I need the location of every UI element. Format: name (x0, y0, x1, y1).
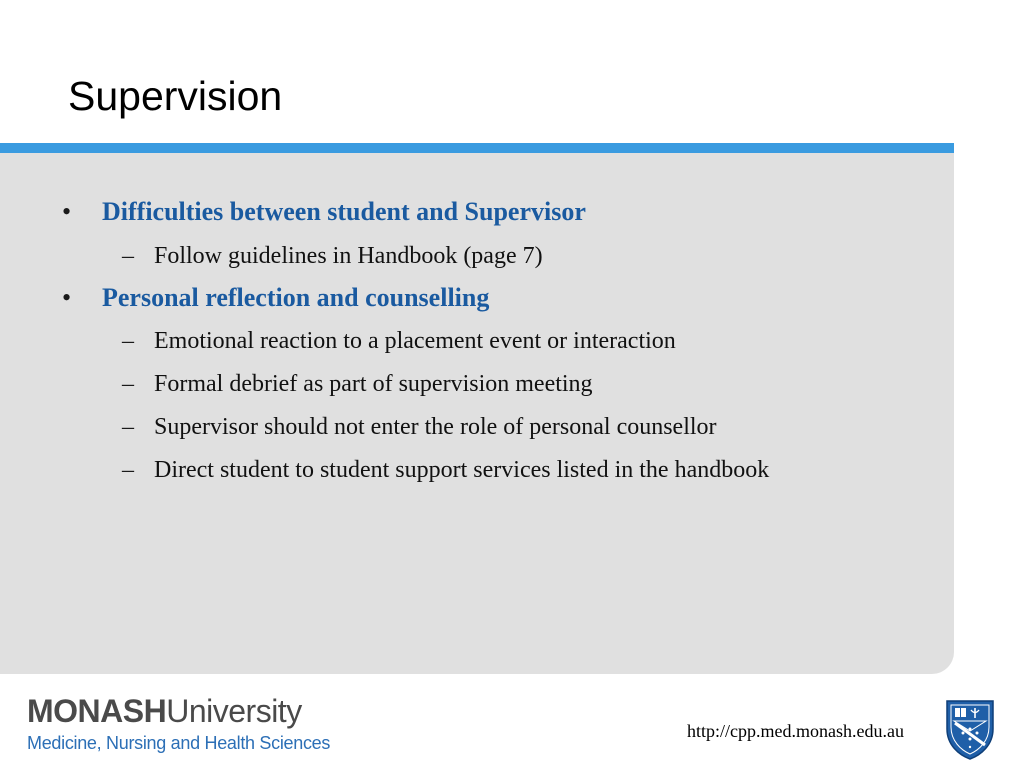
sub-item-text: Follow guidelines in Handbook (page 7) (154, 243, 543, 269)
sub-item (122, 243, 543, 270)
logo-faculty: Medicine, Nursing and Health Sciences (27, 733, 331, 753)
bullet-mark: • (62, 283, 72, 312)
bullet-item (62, 283, 489, 313)
sub-item (122, 328, 676, 355)
sub-item (122, 371, 593, 398)
dash-mark: – (122, 371, 134, 397)
dash-mark: – (122, 414, 134, 440)
sub-item (122, 414, 717, 441)
accent-bar (0, 143, 954, 153)
dash-mark: – (122, 243, 134, 269)
bullet-heading: Personal reflection and counselling (102, 283, 490, 312)
sub-item-text: Formal debrief as part of supervision meeting (154, 371, 593, 397)
slide-title: Supervision (68, 73, 283, 119)
dash-mark: – (122, 328, 134, 354)
bullet-mark: • (62, 197, 72, 226)
logo-wordmark-bold: MONASH (27, 693, 167, 729)
monash-logo (27, 695, 330, 754)
dash-mark: – (122, 457, 134, 483)
footer-url[interactable]: http://cpp.med.monash.edu.au (687, 721, 904, 741)
logo-wordmark (27, 695, 330, 727)
monash-crest-icon (945, 699, 995, 761)
bullet-item (62, 197, 586, 227)
sub-item-text: Supervisor should not enter the role of personal counsellor (154, 414, 717, 440)
sub-item-text: Direct student to student support services listed in the handbook (154, 457, 770, 483)
logo-wordmark-regular: University (166, 693, 302, 729)
sub-item (122, 457, 769, 484)
bullet-heading: Difficulties between student and Supervisor (102, 197, 586, 226)
sub-item-text: Emotional reaction to a placement event or interaction (154, 328, 676, 354)
